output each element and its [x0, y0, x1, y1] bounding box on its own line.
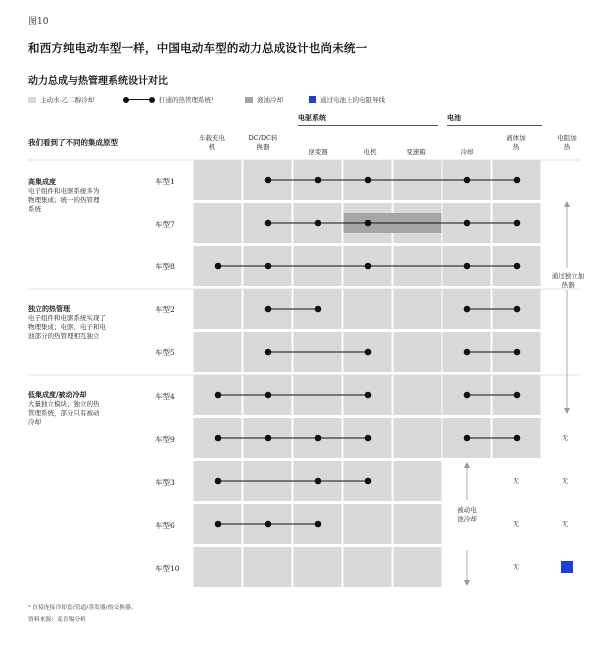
section-title: 低集成度/被动冷却	[28, 390, 87, 399]
connection-dot	[365, 392, 372, 399]
connection-dot	[215, 478, 222, 485]
battery-dot	[464, 435, 471, 442]
source-note: 资料来源：麦肯锡分析	[28, 617, 86, 623]
connection-dot	[514, 220, 521, 227]
col-header-dcdc: DC/DC转换器	[248, 134, 278, 151]
none-mark: 无	[513, 521, 520, 528]
model-label: 车型3	[155, 478, 175, 487]
connection-dot	[365, 220, 372, 227]
col-header-charger: 车载充电机	[199, 134, 225, 151]
connection-dot	[265, 392, 272, 399]
group-drive-system: 电驱系统	[298, 113, 326, 122]
matrix-cell	[194, 289, 242, 329]
section-desc-line: 大量独立模块；独立的热	[28, 400, 100, 408]
section-desc-line: 冷却	[28, 418, 41, 426]
model-label: 车型9	[155, 435, 175, 444]
matrix-cell	[244, 547, 292, 587]
connection-dot	[365, 349, 372, 356]
model-label: 车型2	[155, 305, 175, 314]
matrix-cell	[394, 332, 442, 372]
heater-arrow-head	[564, 201, 570, 207]
battery-dot	[464, 392, 471, 399]
model-label: 车型7	[155, 220, 175, 229]
battery-dot	[514, 435, 521, 442]
connection-dot	[315, 521, 322, 528]
connection-dot	[265, 306, 272, 313]
connection-dot	[265, 349, 272, 356]
legend-label: 通过电池上的电阻导线	[320, 96, 385, 104]
matrix-cell	[394, 504, 442, 544]
matrix-cell	[344, 504, 392, 544]
col-header-gearbox: 变速箱	[406, 148, 426, 156]
legend-label: 主动水-乙二醇冷却	[40, 96, 95, 104]
connection-dot	[265, 521, 272, 528]
battery-dot	[514, 349, 521, 356]
connection-dot	[265, 177, 272, 184]
passive-cooling-note: 被动电池冷却	[457, 506, 477, 523]
connection-dot	[315, 177, 322, 184]
connection-dot	[514, 177, 521, 184]
matrix-cell	[394, 461, 442, 501]
matrix-cell	[294, 547, 342, 587]
battery-dot	[464, 306, 471, 313]
matrix-cell	[344, 289, 392, 329]
section-desc-line: 物理集成；电驱、电子和电	[28, 323, 106, 331]
matrix-cell	[194, 332, 242, 372]
matrix-cell	[394, 375, 442, 415]
section-desc-line: 管理系统，部分只有被动	[28, 409, 100, 417]
section-desc-line: 物理集成；统一的热管理	[28, 196, 100, 204]
chart-subtitle: 动力总成与热管理系统设计对比	[28, 76, 168, 87]
connection-dot	[514, 263, 521, 270]
connection-dot	[315, 220, 322, 227]
legend-label: 液油冷却	[257, 96, 283, 104]
footnote: ¹ 直接连接冷却套/管道/蒸发器/热交换器。	[28, 605, 137, 611]
connection-dot	[464, 220, 471, 227]
matrix-cell	[194, 547, 242, 587]
matrix-cell	[394, 289, 442, 329]
section-desc-line: 电子组件和电驱系统多为	[28, 187, 100, 195]
none-mark: 无	[562, 521, 569, 528]
figure-label: 图10	[28, 17, 49, 27]
none-mark: 无	[562, 435, 569, 442]
connection-dot	[215, 392, 222, 399]
none-mark: 无	[562, 478, 569, 485]
matrix-cell	[394, 418, 442, 458]
matrix-cell	[344, 547, 392, 587]
col-header-liquid-heating: 液体加热	[506, 134, 526, 151]
passive-arrow-head	[464, 580, 470, 586]
none-mark: 无	[513, 478, 520, 485]
heater-arrow-head	[564, 408, 570, 414]
matrix-cell	[194, 203, 242, 243]
connection-dot	[464, 263, 471, 270]
connection-dot	[365, 435, 372, 442]
connection-dot	[315, 306, 322, 313]
section-title: 高集成度	[28, 177, 56, 186]
resistive-wire-marker	[561, 561, 573, 573]
model-label: 车型6	[155, 521, 175, 530]
connection-dot	[215, 263, 222, 270]
section-desc-line: 池部分的热管理相互独立	[28, 332, 100, 340]
col-header-motor: 电机	[363, 148, 377, 156]
connection-dot	[464, 177, 471, 184]
matrix-cell	[194, 160, 242, 200]
connection-dot	[215, 521, 222, 528]
matrix-cell	[394, 547, 442, 587]
section-title: 独立的热管理	[28, 304, 70, 313]
model-label: 车型8	[155, 262, 175, 271]
separate-heater-note: 通过独立加热器	[551, 272, 585, 289]
model-label: 车型5	[155, 348, 175, 357]
none-mark: 无	[513, 564, 520, 571]
model-label: 车型10	[155, 564, 180, 573]
connection-dot	[365, 263, 372, 270]
battery-dot	[514, 392, 521, 399]
battery-dot	[514, 306, 521, 313]
connection-dot	[265, 263, 272, 270]
section-desc-line: 系统	[28, 205, 41, 213]
model-label: 车型1	[155, 177, 175, 186]
connection-dot	[265, 220, 272, 227]
col-header-inverter: 逆变器	[308, 148, 328, 156]
row-header: 我们看到了不同的集成原型	[28, 138, 118, 147]
model-label: 车型4	[155, 392, 175, 401]
connection-dot	[315, 435, 322, 442]
passive-arrow-head	[464, 462, 470, 468]
battery-dot	[464, 349, 471, 356]
section-desc-line: 电子组件和电驱系统实现了	[28, 314, 106, 322]
connection-dot	[365, 177, 372, 184]
connection-dot	[215, 435, 222, 442]
col-header-resistive-heating: 电阻加热	[557, 134, 577, 151]
connection-dot	[365, 478, 372, 485]
legend-label: 打通的热管理系统¹	[159, 96, 214, 104]
connection-dot	[265, 435, 272, 442]
connection-dot	[315, 478, 322, 485]
chart-title: 和西方纯电动车型一样，中国电动车型的动力总成设计也尚未统一	[28, 41, 368, 55]
group-battery: 电池	[447, 113, 461, 122]
col-header-cooling: 冷却	[460, 148, 474, 156]
